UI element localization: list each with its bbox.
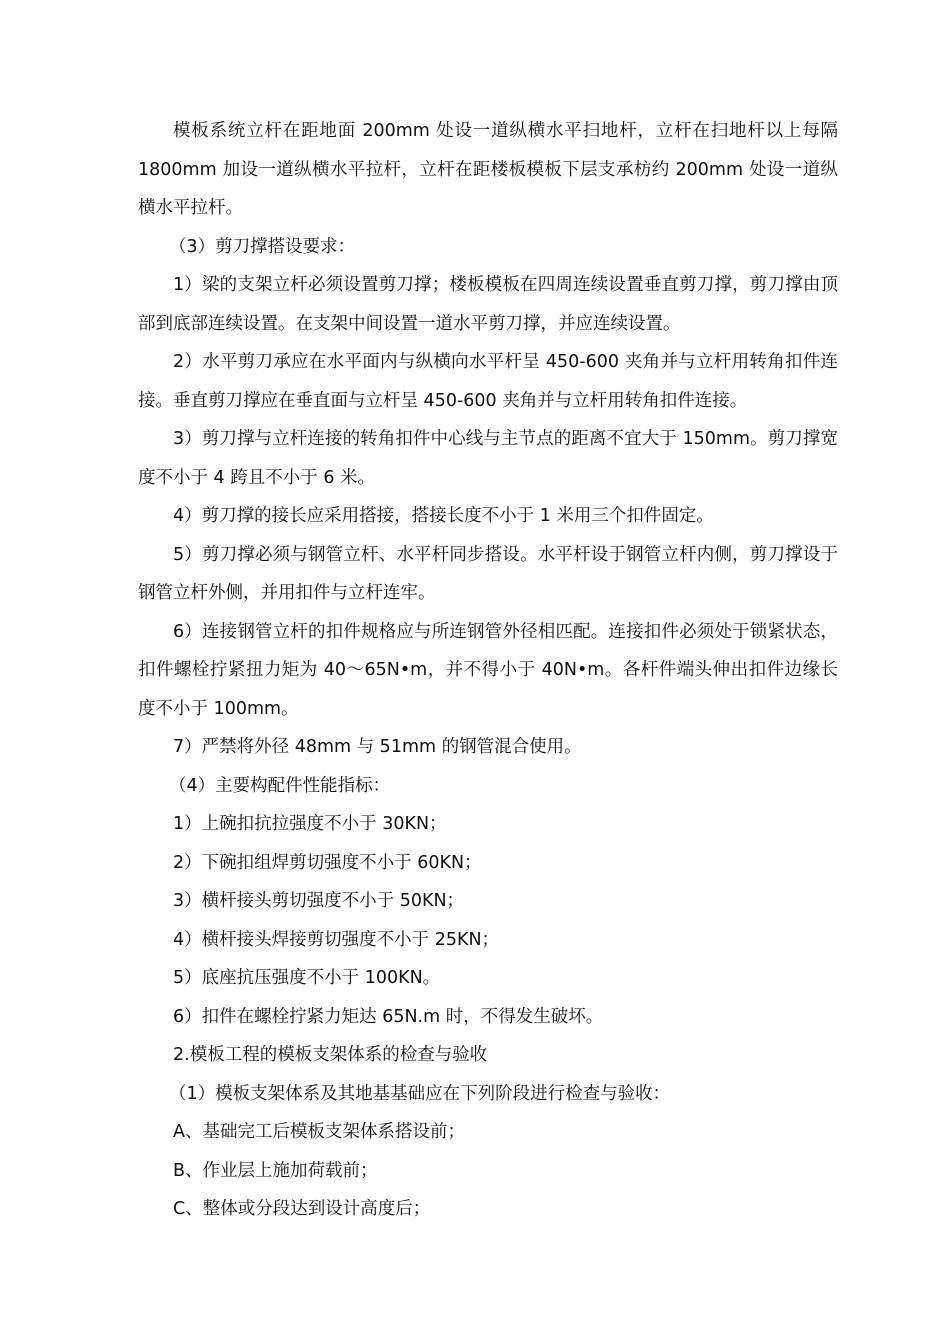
item-performance-2: 2）下碗扣组焊剪切强度不小于 60KN； bbox=[173, 852, 482, 873]
item-performance-6: 6）扣件在螺栓拧紧力矩达 65N.m 时，不得发生破坏。 bbox=[173, 1006, 604, 1027]
item-performance-4: 4）横杆接头焊接剪切强度不小于 25KN； bbox=[173, 929, 500, 950]
item-scissor-brace-5: 5）剪刀撑必须与钢管立杆、水平杆同步搭设。水平杆设于钢管立杆内侧，剪刀撑设于钢管立杆外侧，并用扣件与立杆连牢。 bbox=[138, 544, 838, 603]
item-scissor-brace-6: 6）连接钢管立杆的扣件规格应与所连钢管外径相匹配。连接扣件必须处于锁紧状态，扣件螺栓拧紧扭力矩为 40～65N•m，并不得小于 40N•m。各杆件端头伸出扣件边缘长度不小于 100mm。 bbox=[138, 621, 838, 719]
item-stage-b: B、作业层上施加荷载前； bbox=[173, 1160, 378, 1181]
heading-inspection-stages: （1）模板支架体系及其地基基础应在下列阶段进行检查与验收： bbox=[169, 1083, 671, 1104]
item-stage-c: C、整体或分段达到设计高度后； bbox=[173, 1199, 431, 1219]
item-performance-1: 1）上碗扣抗拉强度不小于 30KN； bbox=[173, 814, 447, 834]
item-scissor-brace-1: 1）梁的支架立杆必须设置剪刀撑；楼板模板在四周连续设置垂直剪刀撑，剪刀撑由顶部到底部连续设置。在支架中间设置一道水平剪刀撑，并应连续设置。 bbox=[138, 275, 838, 334]
section-heading-inspection: 2.模板工程的模板支架体系的检查与验收 bbox=[173, 1045, 488, 1065]
document-page bbox=[138, 112, 838, 1229]
item-scissor-brace-4: 4）剪刀撑的接长应采用搭接，搭接长度不小于 1 米用三个扣件固定。 bbox=[173, 506, 714, 526]
item-performance-3: 3）横杆接头剪切强度不小于 50KN； bbox=[173, 891, 465, 911]
item-scissor-brace-7: 7）严禁将外径 48mm 与 51mm 的钢管混合使用。 bbox=[173, 737, 582, 757]
heading-component-performance: （4）主要构配件性能指标： bbox=[169, 775, 391, 796]
item-scissor-brace-2: 2）水平剪刀承应在水平面内与纵横向水平杆呈 450-600 夹角并与立杆用转角扣件连接。垂直剪刀撑应在垂直面与立杆呈 450-600 夹角并与立杆用转角扣件连接。 bbox=[138, 352, 838, 411]
paragraph-sweep-rods: 模板系统立杆在距地面 200mm 处设一道纵横水平扫地杆，立杆在扫地杆以上每隔 1800mm 加设一道纵横水平拉杆，立杆在距楼板模板下层支承枋约 200mm 处设一道纵横水平拉杆。 bbox=[138, 121, 838, 218]
item-performance-5: 5）底座抗压强度不小于 100KN。 bbox=[173, 968, 441, 988]
item-scissor-brace-3: 3）剪刀撑与立杆连接的转角扣件中心线与主节点的距离不宜大于 150mm。剪刀撑宽度不小于 4 跨且不小于 6 米。 bbox=[138, 429, 838, 488]
item-stage-a: A、基础完工后模板支架体系搭设前； bbox=[173, 1122, 465, 1142]
heading-scissor-brace-requirements: （3）剪刀撑搭设要求： bbox=[169, 236, 356, 257]
